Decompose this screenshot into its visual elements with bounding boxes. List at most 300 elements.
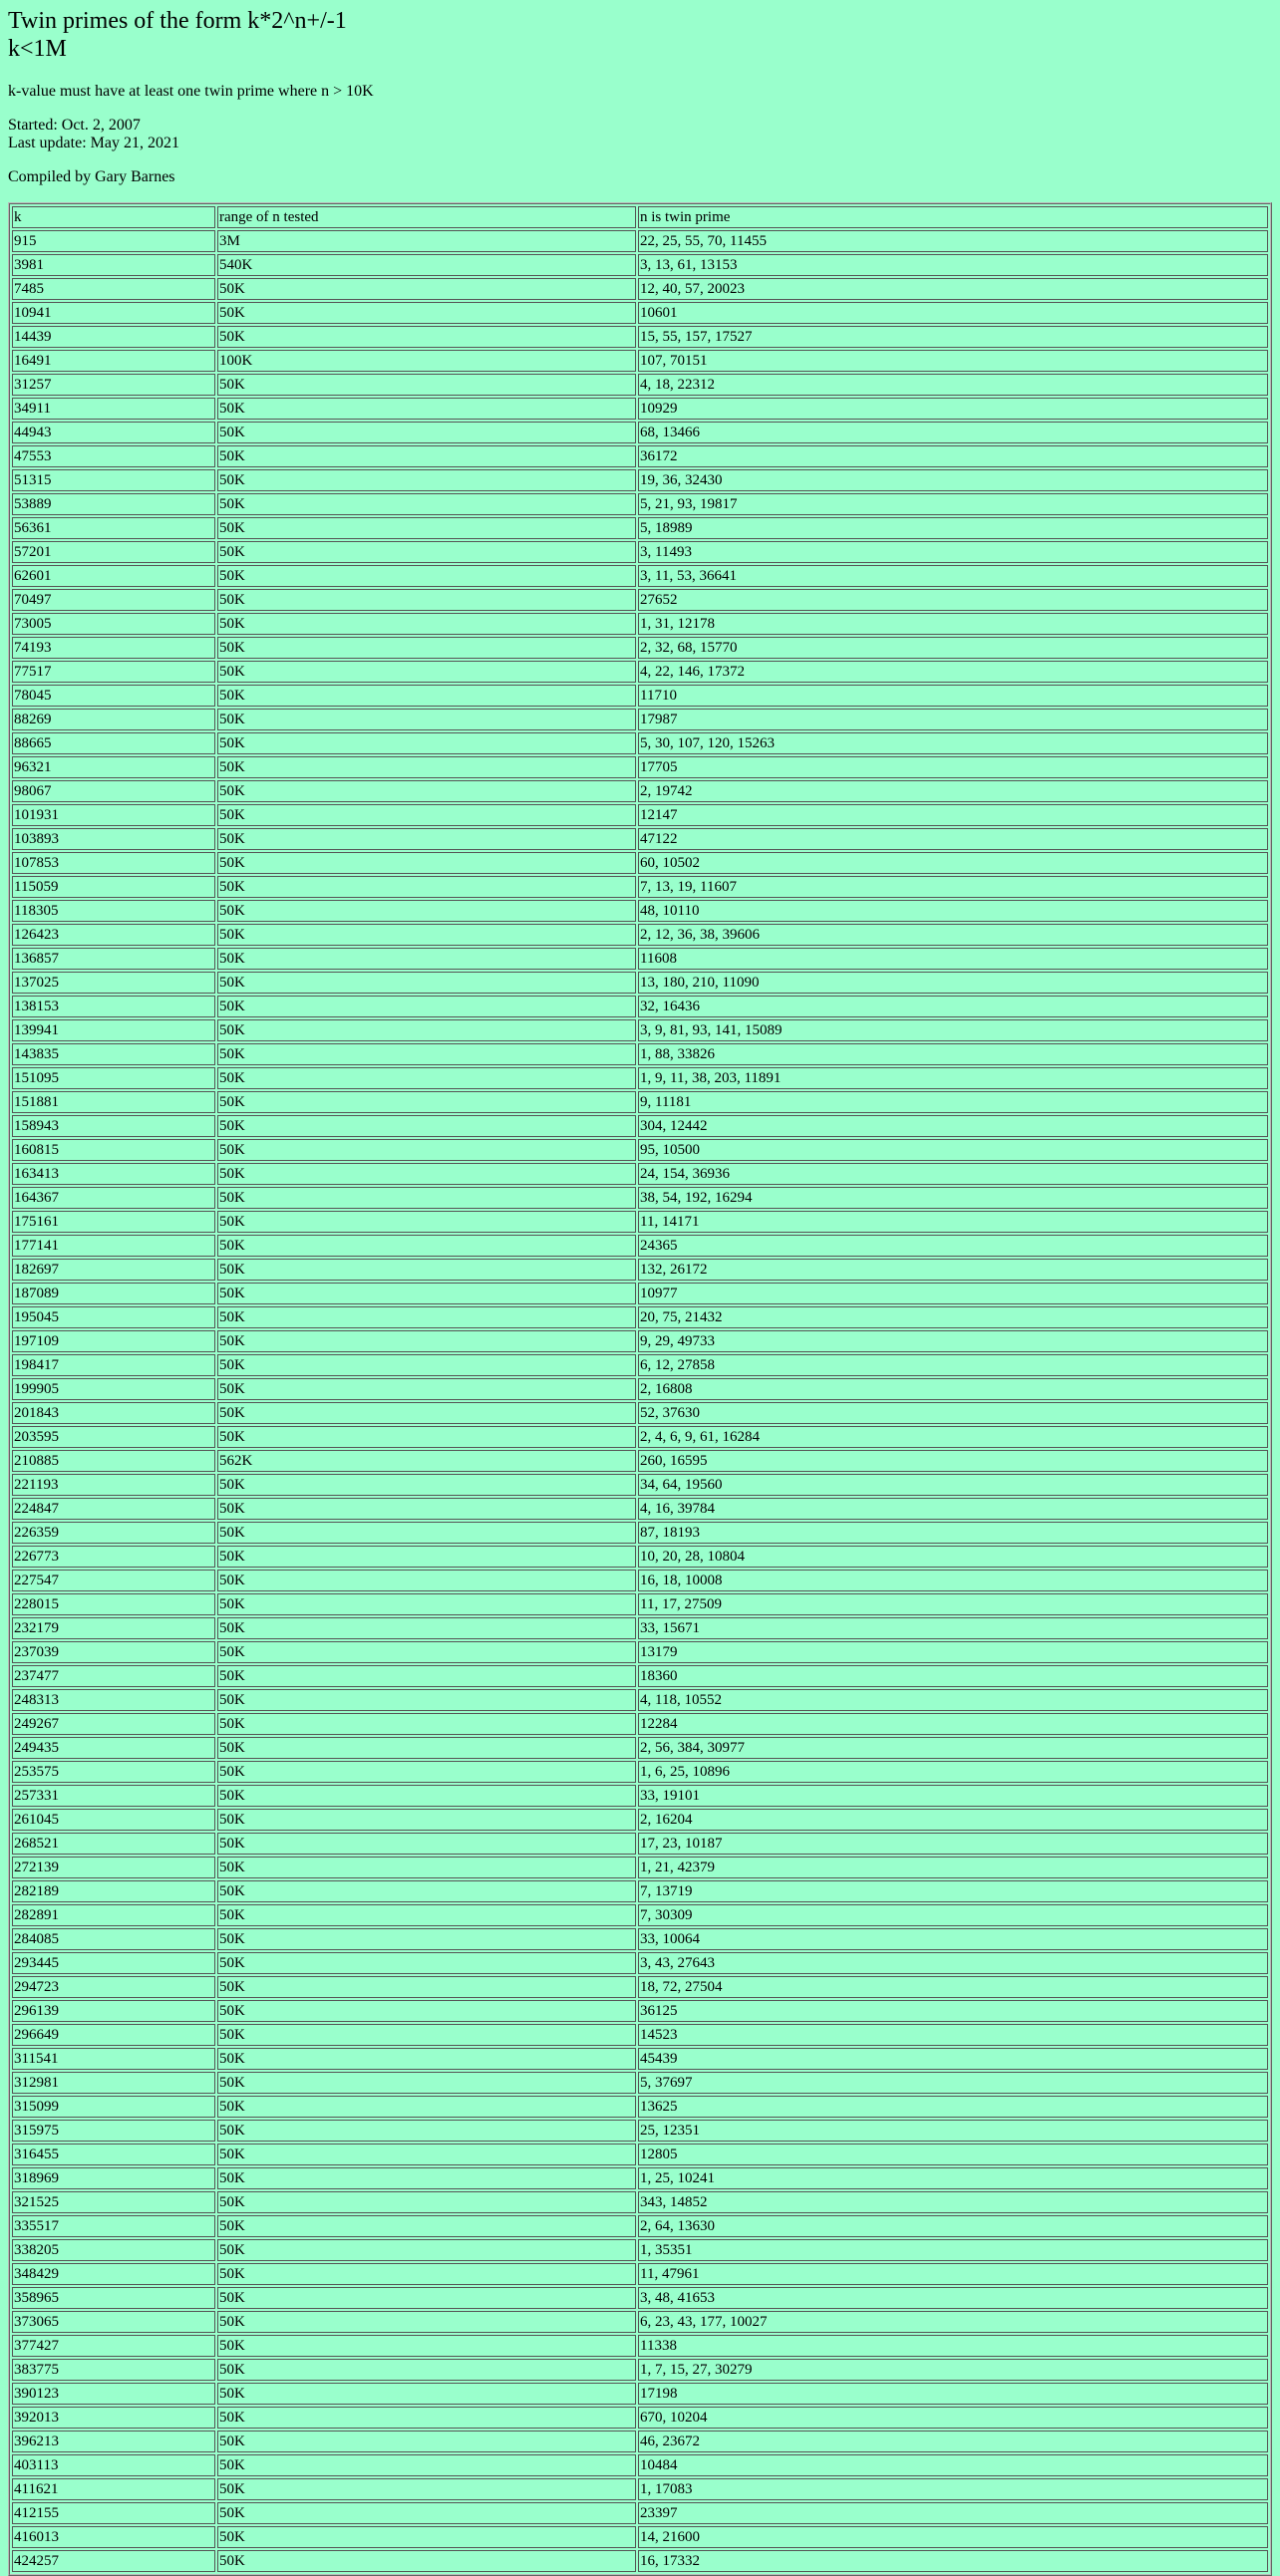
table-row (12, 2335, 1268, 2357)
cell-k: 44943 (12, 422, 215, 443)
cell-k: 70497 (12, 589, 215, 611)
cell-range: 50K (217, 1641, 636, 1663)
cell-range: 50K (217, 1091, 636, 1113)
cell-k: 268521 (12, 1833, 215, 1855)
cell-range: 50K (217, 1498, 636, 1520)
table-row (12, 948, 1268, 970)
cell-range: 50K (217, 709, 636, 730)
cell-k: 338205 (12, 2239, 215, 2261)
cell-twin-n: 2, 16204 (638, 1809, 1268, 1831)
table-row (12, 2383, 1268, 2405)
table-row (12, 445, 1268, 467)
cell-k: 316455 (12, 2144, 215, 2165)
cell-twin-n: 5, 30, 107, 120, 15263 (638, 732, 1268, 754)
cell-k: 294723 (12, 1976, 215, 1998)
cell-k: 62601 (12, 565, 215, 587)
cell-k: 221193 (12, 1474, 215, 1496)
table-header-row (12, 206, 1268, 228)
table-row (12, 1139, 1268, 1161)
cell-range: 50K (217, 589, 636, 611)
cell-twin-n: 48, 10110 (638, 900, 1268, 922)
cell-twin-n: 18360 (638, 1665, 1268, 1687)
table-row (12, 1880, 1268, 1902)
table-row (12, 374, 1268, 396)
table-row (12, 1737, 1268, 1759)
cell-range: 50K (217, 2287, 636, 2309)
cell-range: 50K (217, 2526, 636, 2548)
cell-twin-n: 34, 64, 19560 (638, 1474, 1268, 1496)
cell-k: 203595 (12, 1426, 215, 1448)
cell-twin-n: 3, 11493 (638, 541, 1268, 563)
cell-k: 31257 (12, 374, 215, 396)
cell-range: 50K (217, 2335, 636, 2357)
cell-k: 321525 (12, 2191, 215, 2213)
cell-range: 50K (217, 2144, 636, 2165)
cell-k: 253575 (12, 1761, 215, 1783)
cell-twin-n: 11, 47961 (638, 2263, 1268, 2285)
cell-range: 50K (217, 1546, 636, 1568)
cell-range: 50K (217, 2311, 636, 2333)
cell-twin-n: 45439 (638, 2048, 1268, 2070)
cell-range: 50K (217, 2191, 636, 2213)
cell-range: 50K (217, 2478, 636, 2500)
cell-range: 50K (217, 2359, 636, 2381)
cell-k: 296139 (12, 2000, 215, 2022)
cell-k: 383775 (12, 2359, 215, 2381)
started-date: Started: Oct. 2, 2007 (8, 117, 141, 135)
table-row (12, 2478, 1268, 2500)
cell-range: 50K (217, 1474, 636, 1496)
cell-k: 403113 (12, 2454, 215, 2476)
cell-twin-n: 1, 9, 11, 38, 203, 11891 (638, 1067, 1268, 1089)
cell-k: 187089 (12, 1283, 215, 1304)
cell-k: 3981 (12, 254, 215, 276)
table-row (12, 1904, 1268, 1926)
table-body (12, 206, 1268, 2572)
cell-k: 53889 (12, 493, 215, 515)
table-row (12, 541, 1268, 563)
cell-k: 74193 (12, 637, 215, 659)
cell-twin-n: 18, 72, 27504 (638, 1976, 1268, 1998)
cell-twin-n: 2, 64, 13630 (638, 2215, 1268, 2237)
cell-twin-n: 10601 (638, 302, 1268, 324)
table-row (12, 685, 1268, 707)
table-row (12, 589, 1268, 611)
cell-twin-n: 4, 22, 146, 17372 (638, 661, 1268, 683)
cell-twin-n: 19, 36, 32430 (638, 469, 1268, 491)
cell-twin-n: 7, 13719 (638, 1880, 1268, 1902)
cell-k: 293445 (12, 1952, 215, 1974)
column-header-twin-n: n is twin prime (638, 206, 1268, 228)
cell-k: 16491 (12, 350, 215, 372)
cell-range: 50K (217, 1761, 636, 1783)
cell-range: 50K (217, 876, 636, 898)
cell-range: 50K (217, 2120, 636, 2142)
cell-twin-n: 20, 75, 21432 (638, 1306, 1268, 1328)
cell-k: 175161 (12, 1211, 215, 1233)
cell-range: 50K (217, 398, 636, 420)
table-row (12, 2526, 1268, 2548)
cell-k: 249435 (12, 1737, 215, 1759)
cell-k: 411621 (12, 2478, 215, 2500)
cell-range: 50K (217, 1283, 636, 1304)
cell-range: 50K (217, 278, 636, 300)
cell-range: 50K (217, 2431, 636, 2452)
cell-twin-n: 5, 37697 (638, 2072, 1268, 2094)
cell-twin-n: 11608 (638, 948, 1268, 970)
cell-twin-n: 2, 16808 (638, 1378, 1268, 1400)
cell-range: 3M (217, 230, 636, 252)
cell-k: 78045 (12, 685, 215, 707)
cell-twin-n: 15, 55, 157, 17527 (638, 326, 1268, 348)
cell-k: 199905 (12, 1378, 215, 1400)
cell-range: 50K (217, 1570, 636, 1591)
table-row (12, 1546, 1268, 1568)
cell-range: 50K (217, 996, 636, 1017)
cell-k: 73005 (12, 613, 215, 635)
cell-range: 50K (217, 1785, 636, 1807)
cell-twin-n: 7, 13, 19, 11607 (638, 876, 1268, 898)
cell-k: 412155 (12, 2502, 215, 2524)
cell-k: 47553 (12, 445, 215, 467)
cell-twin-n: 670, 10204 (638, 2407, 1268, 2429)
table-row (12, 1354, 1268, 1376)
cell-twin-n: 25, 12351 (638, 2120, 1268, 2142)
table-row (12, 661, 1268, 683)
cell-k: 390123 (12, 2383, 215, 2405)
cell-k: 373065 (12, 2311, 215, 2333)
cell-k: 257331 (12, 1785, 215, 1807)
cell-twin-n: 13625 (638, 2096, 1268, 2118)
cell-twin-n: 12147 (638, 804, 1268, 826)
cell-range: 50K (217, 1689, 636, 1711)
cell-range: 50K (217, 1617, 636, 1639)
cell-range: 50K (217, 2167, 636, 2189)
cell-twin-n: 33, 15671 (638, 1617, 1268, 1639)
cell-twin-n: 343, 14852 (638, 2191, 1268, 2213)
cell-twin-n: 36125 (638, 2000, 1268, 2022)
cell-twin-n: 17705 (638, 756, 1268, 778)
table-row (12, 1259, 1268, 1281)
cell-k: 118305 (12, 900, 215, 922)
table-row (12, 924, 1268, 946)
cell-k: 210885 (12, 1450, 215, 1472)
cell-k: 139941 (12, 1019, 215, 1041)
table-row (12, 1330, 1268, 1352)
table-row (12, 804, 1268, 826)
cell-range: 50K (217, 2048, 636, 2070)
table-row (12, 1402, 1268, 1424)
cell-range: 50K (217, 1067, 636, 1089)
table-row (12, 972, 1268, 994)
cell-twin-n: 52, 37630 (638, 1402, 1268, 1424)
table-row (12, 613, 1268, 635)
table-row (12, 2215, 1268, 2237)
table-row (12, 2431, 1268, 2452)
cell-k: 197109 (12, 1330, 215, 1352)
cell-range: 50K (217, 2383, 636, 2405)
table-row (12, 469, 1268, 491)
table-row (12, 517, 1268, 539)
cell-k: 103893 (12, 828, 215, 850)
table-row (12, 780, 1268, 802)
cell-twin-n: 11338 (638, 2335, 1268, 2357)
cell-twin-n: 11, 14171 (638, 1211, 1268, 1233)
cell-k: 228015 (12, 1593, 215, 1615)
cell-range: 562K (217, 1450, 636, 1472)
cell-k: 226773 (12, 1546, 215, 1568)
cell-twin-n: 1, 35351 (638, 2239, 1268, 2261)
cell-k: 77517 (12, 661, 215, 683)
cell-range: 50K (217, 2502, 636, 2524)
cell-range: 50K (217, 445, 636, 467)
table-row (12, 350, 1268, 372)
cell-twin-n: 13, 180, 210, 11090 (638, 972, 1268, 994)
cell-range: 50K (217, 2096, 636, 2118)
cell-range: 50K (217, 1306, 636, 1328)
cell-twin-n: 304, 12442 (638, 1115, 1268, 1137)
cell-k: 237039 (12, 1641, 215, 1663)
cell-twin-n: 3, 43, 27643 (638, 1952, 1268, 1974)
cell-range: 50K (217, 1665, 636, 1687)
cell-k: 227547 (12, 1570, 215, 1591)
cell-k: 34911 (12, 398, 215, 420)
table-row (12, 900, 1268, 922)
cell-twin-n: 1, 6, 25, 10896 (638, 1761, 1268, 1783)
cell-k: 315099 (12, 2096, 215, 2118)
cell-range: 50K (217, 1857, 636, 1878)
table-row (12, 2454, 1268, 2476)
table-row (12, 2000, 1268, 2022)
table-row (12, 1641, 1268, 1663)
cell-range: 50K (217, 2454, 636, 2476)
table-row (12, 1833, 1268, 1855)
table-row (12, 852, 1268, 874)
cell-twin-n: 17198 (638, 2383, 1268, 2405)
cell-twin-n: 10, 20, 28, 10804 (638, 1546, 1268, 1568)
cell-range: 50K (217, 326, 636, 348)
cell-twin-n: 2, 19742 (638, 780, 1268, 802)
cell-range: 50K (217, 1330, 636, 1352)
table-row (12, 1283, 1268, 1304)
table-row (12, 1785, 1268, 1807)
table-row (12, 1617, 1268, 1639)
cell-k: 115059 (12, 876, 215, 898)
cell-k: 198417 (12, 1354, 215, 1376)
cell-k: 151881 (12, 1091, 215, 1113)
table-row (12, 2096, 1268, 2118)
cell-twin-n: 3, 9, 81, 93, 141, 15089 (638, 1019, 1268, 1041)
table-row (12, 2263, 1268, 2285)
cell-range: 50K (217, 1354, 636, 1376)
cell-k: 261045 (12, 1809, 215, 1831)
table-row (12, 1928, 1268, 1950)
cell-range: 50K (217, 1259, 636, 1281)
cell-k: 137025 (12, 972, 215, 994)
table-row (12, 2407, 1268, 2429)
cell-k: 158943 (12, 1115, 215, 1137)
cell-k: 232179 (12, 1617, 215, 1639)
cell-range: 50K (217, 732, 636, 754)
page-title-line1: Twin primes of the form k*2^n+/-1 (8, 8, 347, 34)
cell-twin-n: 132, 26172 (638, 1259, 1268, 1281)
table-row (12, 1665, 1268, 1687)
cell-k: 160815 (12, 1139, 215, 1161)
cell-k: 88665 (12, 732, 215, 754)
cell-range: 50K (217, 1928, 636, 1950)
cell-range: 50K (217, 828, 636, 850)
table-row (12, 1306, 1268, 1328)
cell-range: 50K (217, 517, 636, 539)
cell-twin-n: 10929 (638, 398, 1268, 420)
cell-range: 50K (217, 637, 636, 659)
cell-twin-n: 5, 21, 93, 19817 (638, 493, 1268, 515)
cell-twin-n: 14523 (638, 2024, 1268, 2046)
cell-range: 50K (217, 1235, 636, 1257)
cell-k: 201843 (12, 1402, 215, 1424)
cell-range: 50K (217, 469, 636, 491)
cell-range: 50K (217, 541, 636, 563)
table-row (12, 1522, 1268, 1544)
cell-k: 424257 (12, 2550, 215, 2572)
cell-range: 50K (217, 1809, 636, 1831)
table-row (12, 2048, 1268, 2070)
cell-twin-n: 4, 16, 39784 (638, 1498, 1268, 1520)
cell-range: 50K (217, 1378, 636, 1400)
table-row (12, 1689, 1268, 1711)
cell-k: 915 (12, 230, 215, 252)
cell-twin-n: 47122 (638, 828, 1268, 850)
cell-twin-n: 1, 21, 42379 (638, 1857, 1268, 1878)
cell-range: 50K (217, 565, 636, 587)
cell-range: 50K (217, 2263, 636, 2285)
cell-range: 50K (217, 804, 636, 826)
cell-range: 50K (217, 613, 636, 635)
table-row (12, 1857, 1268, 1878)
cell-k: 14439 (12, 326, 215, 348)
cell-k: 177141 (12, 1235, 215, 1257)
twin-primes-table (8, 202, 1272, 2576)
cell-twin-n: 12, 40, 57, 20023 (638, 278, 1268, 300)
cell-k: 164367 (12, 1187, 215, 1209)
table-row (12, 709, 1268, 730)
cell-twin-n: 24, 154, 36936 (638, 1163, 1268, 1185)
cell-range: 50K (217, 661, 636, 683)
table-row (12, 876, 1268, 898)
cell-range: 50K (217, 2000, 636, 2022)
cell-k: 143835 (12, 1043, 215, 1065)
cell-range: 50K (217, 685, 636, 707)
cell-k: 348429 (12, 2263, 215, 2285)
cell-twin-n: 32, 16436 (638, 996, 1268, 1017)
cell-range: 50K (217, 2407, 636, 2429)
table-row (12, 565, 1268, 587)
cell-k: 392013 (12, 2407, 215, 2429)
cell-twin-n: 4, 18, 22312 (638, 374, 1268, 396)
cell-range: 50K (217, 1952, 636, 1974)
cell-range: 50K (217, 780, 636, 802)
cell-range: 50K (217, 302, 636, 324)
cell-range: 50K (217, 948, 636, 970)
cell-k: 136857 (12, 948, 215, 970)
cell-k: 335517 (12, 2215, 215, 2237)
cell-k: 163413 (12, 1163, 215, 1185)
table-row (12, 422, 1268, 443)
cell-range: 50K (217, 1833, 636, 1855)
cell-k: 311541 (12, 2048, 215, 2070)
cell-twin-n: 1, 88, 33826 (638, 1043, 1268, 1065)
table-row (12, 1761, 1268, 1783)
cell-twin-n: 33, 10064 (638, 1928, 1268, 1950)
table-row (12, 1474, 1268, 1496)
cell-twin-n: 12805 (638, 2144, 1268, 2165)
cell-k: 377427 (12, 2335, 215, 2357)
page-title (8, 8, 1272, 63)
table-row (12, 2072, 1268, 2094)
cell-k: 151095 (12, 1067, 215, 1089)
cell-k: 126423 (12, 924, 215, 946)
cell-range: 50K (217, 1880, 636, 1902)
cell-range: 50K (217, 422, 636, 443)
table-row (12, 278, 1268, 300)
cell-twin-n: 33, 19101 (638, 1785, 1268, 1807)
cell-k: 282891 (12, 1904, 215, 1926)
cell-range: 540K (217, 254, 636, 276)
cell-twin-n: 60, 10502 (638, 852, 1268, 874)
cell-k: 315975 (12, 2120, 215, 2142)
table-row (12, 2239, 1268, 2261)
table-row (12, 2311, 1268, 2333)
table-row (12, 326, 1268, 348)
cell-k: 318969 (12, 2167, 215, 2189)
cell-k: 101931 (12, 804, 215, 826)
cell-k: 195045 (12, 1306, 215, 1328)
cell-twin-n: 4, 118, 10552 (638, 1689, 1268, 1711)
cell-twin-n: 17, 23, 10187 (638, 1833, 1268, 1855)
dates-block (8, 117, 1272, 152)
table-row (12, 1952, 1268, 1974)
cell-twin-n: 17987 (638, 709, 1268, 730)
cell-twin-n: 107, 70151 (638, 350, 1268, 372)
cell-twin-n: 9, 29, 49733 (638, 1330, 1268, 1352)
cell-range: 50K (217, 1737, 636, 1759)
cell-twin-n: 1, 25, 10241 (638, 2167, 1268, 2189)
cell-k: 416013 (12, 2526, 215, 2548)
table-row (12, 1115, 1268, 1137)
cell-range: 100K (217, 350, 636, 372)
table-row (12, 2024, 1268, 2046)
table-row (12, 254, 1268, 276)
column-header-range: range of n tested (217, 206, 636, 228)
cell-k: 249267 (12, 1713, 215, 1735)
cell-twin-n: 68, 13466 (638, 422, 1268, 443)
cell-k: 51315 (12, 469, 215, 491)
cell-twin-n: 22, 25, 55, 70, 11455 (638, 230, 1268, 252)
cell-k: 272139 (12, 1857, 215, 1878)
compiled-by: Compiled by Gary Barnes (8, 168, 175, 186)
table-row (12, 1450, 1268, 1472)
cell-range: 50K (217, 2024, 636, 2046)
cell-twin-n: 87, 18193 (638, 1522, 1268, 1544)
cell-range: 50K (217, 1043, 636, 1065)
cell-range: 50K (217, 2550, 636, 2572)
table-row (12, 2287, 1268, 2309)
cell-range: 50K (217, 1163, 636, 1185)
cell-twin-n: 36172 (638, 445, 1268, 467)
cell-k: 226359 (12, 1522, 215, 1544)
table-row (12, 398, 1268, 420)
cell-k: 56361 (12, 517, 215, 539)
